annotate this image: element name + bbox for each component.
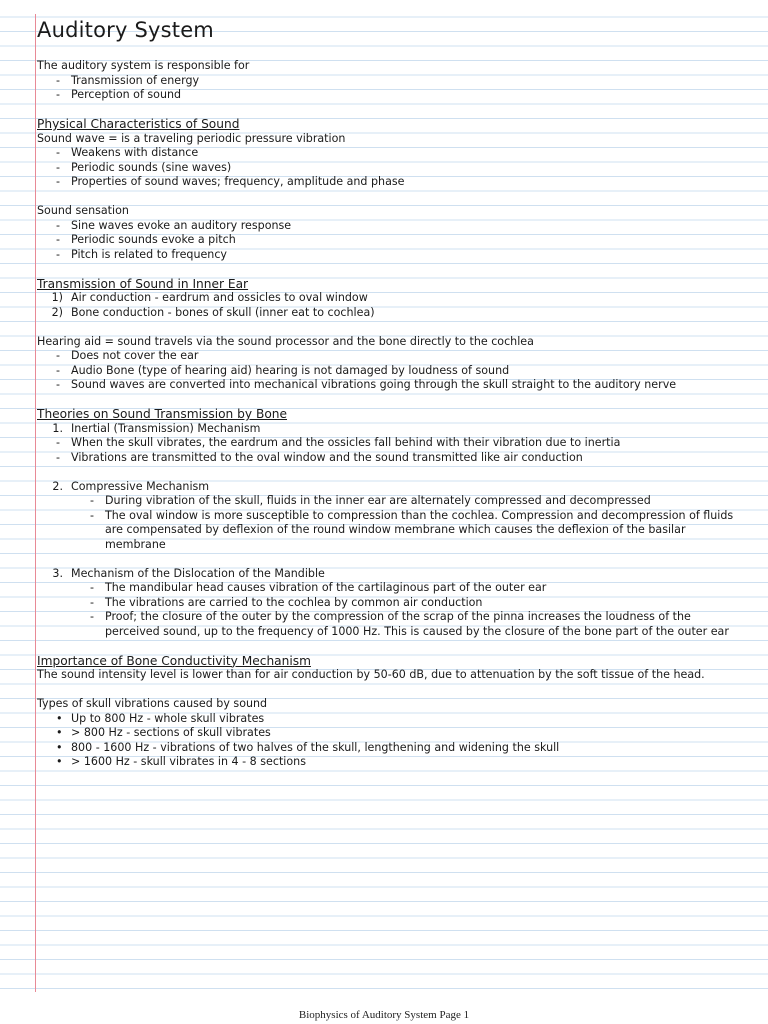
intro-text: The auditory system is responsible for <box>37 59 250 72</box>
list-item: - Sound waves are converted into mechanical vibrations going through the skull straight to the auditory nerve <box>56 378 677 391</box>
dash-marker: - <box>56 349 61 362</box>
hearing-aid-text: Hearing aid = sound travels via the sound processor and the bone directly to the cochlea <box>37 334 534 348</box>
page-footer: Biophysics of Auditory System Page 1 <box>298 1009 470 1021</box>
list-item: 2) Bone conduction - bones of skull (inner eat to cochlea) <box>51 305 375 319</box>
list-item: - Periodic sounds evoke a pitch <box>56 233 236 246</box>
list-item: - Vibrations are transmitted to the oval window and the sound transmitted like air conduction <box>56 450 583 464</box>
dash-marker: - <box>56 218 61 232</box>
list-item: 2. Compressive Mechanism <box>52 479 210 493</box>
skull-text: Types of skull vibrations caused by sound <box>37 697 268 710</box>
section-heading: Theories on Sound Transmission by Bone <box>37 407 288 421</box>
dash-marker: - <box>56 160 61 174</box>
list-item: • > 800 Hz - sections of skull vibrates <box>56 726 271 739</box>
sensation-text: Sound sensation <box>37 204 129 217</box>
list-item: - The vibrations are carried to the cochlea by common air conduction <box>90 595 483 609</box>
bullet-marker: • <box>56 711 63 725</box>
bullet-marker: • <box>56 740 63 754</box>
dash-marker: - <box>90 595 95 609</box>
list-item: - When the skull vibrates, the eardrum and the ossicles fall behind with their vibration due to inertia <box>56 436 621 449</box>
dash-marker: - <box>56 175 61 188</box>
bullet-marker: • <box>56 726 63 739</box>
dash-marker: - <box>90 610 95 623</box>
dash-marker: - <box>56 247 61 261</box>
section-heading: Physical Characteristics of Sound <box>37 117 240 131</box>
list-item: • 800 - 1600 Hz - vibrations of two halves of the skull, lengthening and widening the skull <box>56 740 560 754</box>
list-item: 3. Mechanism of the Dislocation of the Mandible <box>52 566 325 580</box>
physical-text: Sound wave = is a traveling periodic pressure vibration <box>37 131 346 145</box>
list-item: - Periodic sounds (sine waves) <box>56 160 232 174</box>
list-item: - Perception of sound <box>56 88 182 101</box>
list-item: 1. Inertial (Transmission) Mechanism <box>52 421 261 435</box>
dash-marker: - <box>56 73 61 87</box>
page-title: Auditory System <box>37 18 214 42</box>
dash-marker: - <box>56 233 61 246</box>
list-item: - Sine waves evoke an auditory response <box>56 218 292 232</box>
list-item: - Pitch is related to frequency <box>56 247 227 261</box>
list-item: • Up to 800 Hz - whole skull vibrates <box>56 711 265 725</box>
dash-marker: - <box>56 450 61 464</box>
list-item: - Transmission of energy <box>56 73 200 87</box>
list-item: • > 1600 Hz - skull vibrates in 4 - 8 sections <box>56 755 306 768</box>
bullet-marker: • <box>56 755 63 768</box>
list-item: - Audio Bone (type of hearing aid) hearing is not damaged by loudness of sound <box>56 363 510 377</box>
importance-text: The sound intensity level is lower than for air conduction by 50-60 dB, due to attenuation by the soft tissue of the head. <box>37 668 705 681</box>
dash-marker: - <box>56 436 61 449</box>
section-heading: Importance of Bone Conductivity Mechanism <box>37 653 311 668</box>
section-heading: Transmission of Sound in Inner Ear <box>37 276 249 291</box>
dash-marker: - <box>90 581 95 594</box>
dash-marker: - <box>56 146 61 159</box>
list-item: - Weakens with distance <box>56 146 199 159</box>
list-item: - The mandibular head causes vibration of the cartilaginous part of the outer ear <box>90 581 547 594</box>
list-item: - Proof; the closure of the outer by the compression of the scrap of the pinna increases the loudness of the perceived sound, up to the frequency of 1000 Hz. This is caused by the closure of the bone part of the outer ear <box>90 610 729 638</box>
list-item: - Properties of sound waves; frequency, amplitude and phase <box>56 175 405 188</box>
list-item: - The oval window is more susceptible to compression than the cochlea. Compression and decompression of fluids are compensated by deflexion of the round window membrane which causes the deflexion of the basilar membrane <box>90 508 734 551</box>
list-item: 1) Air conduction - eardrum and ossicles to oval window <box>51 291 368 304</box>
dash-marker: - <box>90 494 95 507</box>
list-item: - During vibration of the skull, fluids in the inner ear are alternately compressed and decompressed <box>90 494 651 507</box>
list-item: - Does not cover the ear <box>56 349 199 362</box>
margin-line <box>35 14 36 992</box>
dash-marker: - <box>56 88 61 101</box>
dash-marker: - <box>56 363 61 377</box>
dash-marker: - <box>90 508 95 522</box>
note-content <box>37 16 737 770</box>
dash-marker: - <box>56 378 61 391</box>
